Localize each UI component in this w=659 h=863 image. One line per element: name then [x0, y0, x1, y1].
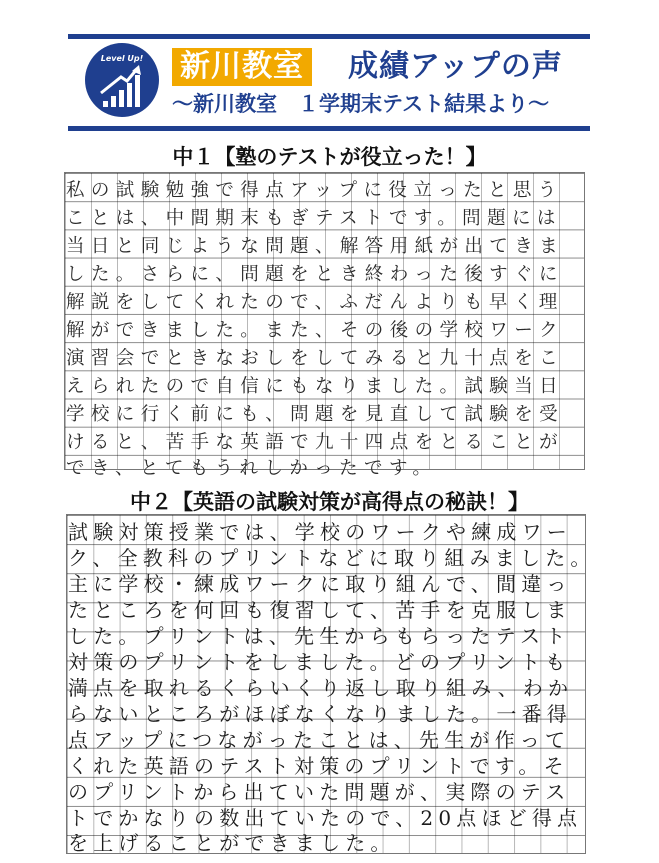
essay-line: した。さらに、問題をとき終わった後すぐに [66, 264, 564, 285]
essay-line: 点アップにつながったことは、先生が作って [68, 728, 571, 752]
essay-line: 満点を取れるくらいくり返し取り組み、わか [68, 676, 574, 700]
essay-sheet-grade2 [66, 514, 596, 855]
header-bottom-rule [68, 126, 590, 131]
essay-line: ク、全教科のプリントなどに取り組みました。 [68, 546, 596, 570]
essay-line: のプリントから出ていた問題が、実際のテス [68, 780, 571, 804]
section-title-grade1: 中１【塾のテストが役立った！】 [172, 145, 487, 169]
essay-line: した。プリントは、先生からもらったテスト [68, 624, 571, 648]
growth-chart-icon [97, 63, 147, 113]
essay-line: らないところがほぼなくなりました。一番得 [68, 702, 572, 726]
essay-line: くれた英語のテスト対策のプリントです。そ [68, 754, 569, 778]
essay-line: でき、とてもうれしかったです。 [66, 458, 438, 479]
essay-line: 当日と同じような問題、解答用紙が出てきま [66, 236, 565, 257]
essay-line: けると、苦手な英語で九十四点をとることが [66, 432, 565, 453]
section-title-grade2: 中２【英語の試験対策が高得点の秘訣！】 [130, 490, 529, 514]
essay-line: えられたので自信にもなりました。試験当日 [66, 376, 565, 397]
essay-line: を上げることができました。 [68, 831, 396, 855]
page-subtitle: 〜新川教室 １学期末テスト結果より〜 [172, 92, 550, 116]
essay-line: たところを何回も復習して、苦手を克服しま [68, 598, 572, 622]
essay-line: 演習会でときなおしをしてみると九十点をこ [66, 348, 565, 369]
essay-line: 解ができました。また、その後の学校ワーク [66, 320, 565, 341]
essay-line: 試験対策授業では、学校のワークや練成ワー [68, 520, 572, 544]
essay-sheet-grade1 [64, 172, 585, 479]
essay-line: 私の試験勉強で得点アップに役立ったと思う [66, 180, 563, 201]
header-top-rule [68, 34, 590, 39]
classroom-badge: 新川教室 [172, 48, 312, 86]
essay-line: 学校に行く前にも、問題を見直して試験を受 [66, 404, 565, 425]
essay-line: 主に学校・練成ワークに取り組んで、間違っ [68, 572, 572, 596]
essay-line: 解説をしてくれたので、ふだんよりも早く理 [66, 292, 564, 313]
logo-text: Level Up! [100, 54, 144, 63]
level-up-logo [85, 43, 159, 117]
essay-line: 対策のプリントをしました。どのプリントも [68, 650, 571, 674]
essay-line: トでかなりの数出ていたので、20点ほど得点 [68, 806, 583, 830]
essay-line: ことは、中間期末もぎテストです。問題には [66, 208, 562, 229]
page-headline: 成績アップの声 [348, 49, 563, 84]
